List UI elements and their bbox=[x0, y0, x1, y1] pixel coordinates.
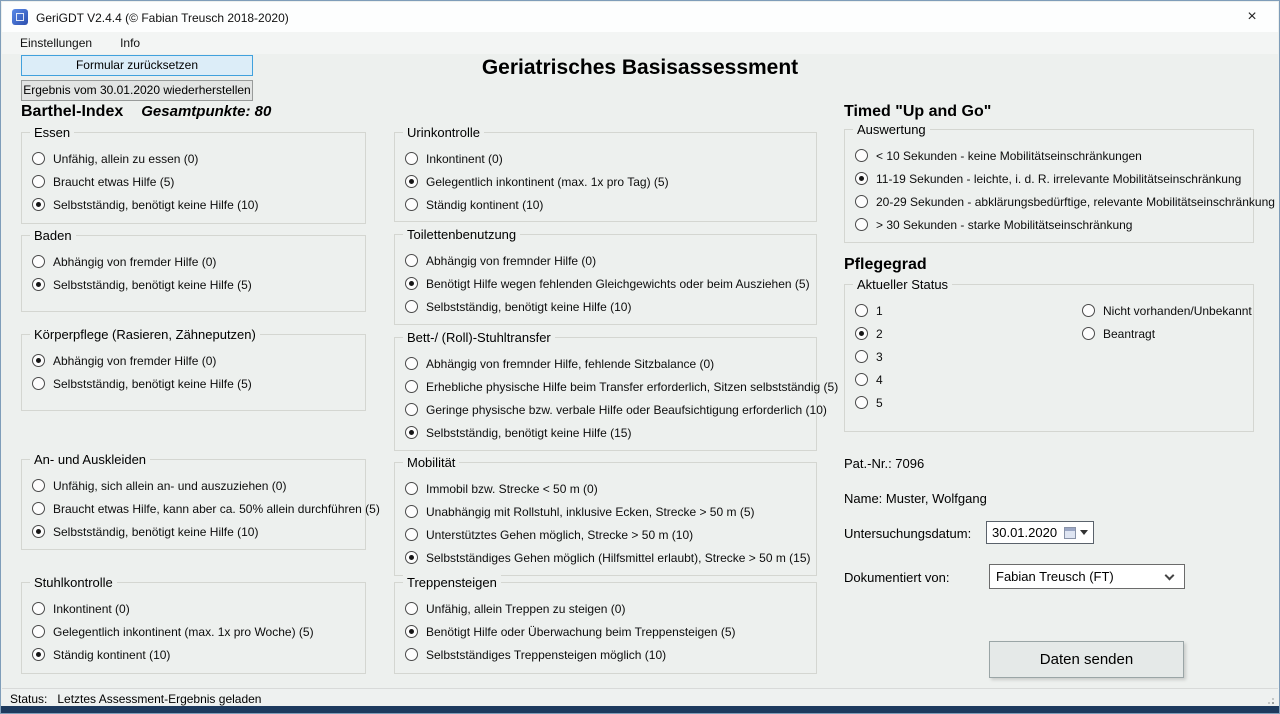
status-value: Letztes Assessment-Ergebnis geladen bbox=[57, 691, 262, 706]
radio-icon[interactable] bbox=[405, 482, 418, 495]
radio-icon[interactable] bbox=[1082, 327, 1095, 340]
radio-label: Selbstständig, benötigt keine Hilfe (10) bbox=[53, 524, 259, 539]
radio-label: 4 bbox=[876, 372, 883, 387]
menu-bar bbox=[2, 32, 1278, 54]
radio-option[interactable] bbox=[32, 349, 361, 372]
radio-option[interactable] bbox=[32, 474, 361, 497]
group-toilettenbenutzung bbox=[394, 227, 817, 325]
radio-label: Selbstständig, benötigt keine Hilfe (5) bbox=[53, 376, 252, 391]
radio-icon[interactable] bbox=[32, 479, 45, 492]
radio-selected-icon[interactable] bbox=[405, 426, 418, 439]
radio-option[interactable] bbox=[32, 620, 361, 643]
group-urinkontrolle bbox=[394, 125, 817, 222]
status-bar bbox=[2, 688, 1278, 708]
menu-item-einstellungen[interactable]: Einstellungen bbox=[20, 36, 93, 50]
group-tug-auswertung bbox=[844, 122, 1275, 243]
radio-label: 11-19 Sekunden - leichte, i. d. R. irrelevante Mobilitätseinschränkung bbox=[876, 171, 1242, 186]
radio-option[interactable] bbox=[855, 368, 883, 391]
radio-icon[interactable] bbox=[405, 528, 418, 541]
radio-label: Immobil bzw. Strecke < 50 m (0) bbox=[426, 481, 598, 496]
radio-label: Selbstständig, benötigt keine Hilfe (10) bbox=[53, 197, 259, 212]
title-bar bbox=[2, 2, 1278, 32]
radio-label: Abhängig von fremder Hilfe (0) bbox=[53, 353, 217, 368]
group-pflegegrad-status bbox=[844, 277, 1254, 432]
radio-option[interactable] bbox=[32, 193, 361, 216]
group-mobilitaet bbox=[394, 455, 817, 576]
barthel-index-title: Barthel-Index bbox=[21, 103, 124, 120]
radio-label: Ständig kontinent (10) bbox=[53, 647, 171, 662]
radio-option[interactable] bbox=[405, 295, 812, 318]
radio-label: Gelegentlich inkontinent (max. 1x pro Woche) (5) bbox=[53, 624, 314, 639]
radio-icon[interactable] bbox=[405, 380, 418, 393]
radio-option[interactable] bbox=[405, 523, 812, 546]
radio-label: 3 bbox=[876, 349, 883, 364]
barthel-index-heading bbox=[21, 103, 271, 121]
radio-label: Ständig kontinent (10) bbox=[426, 197, 544, 212]
radio-label: Erhebliche physische Hilfe beim Transfer erforderlich, Sitzen selbstständig (5) bbox=[426, 379, 839, 394]
radio-option[interactable] bbox=[405, 398, 827, 421]
radio-label: Selbstständiges Gehen möglich (Hilfsmittel erlaubt), Strecke > 50 m (15) bbox=[426, 550, 811, 565]
radio-option[interactable] bbox=[405, 352, 812, 375]
radio-selected-icon[interactable] bbox=[405, 551, 418, 564]
radio-label: Selbstständig, benötigt keine Hilfe (5) bbox=[53, 277, 252, 292]
radio-icon[interactable] bbox=[855, 304, 868, 317]
radio-icon[interactable] bbox=[32, 602, 45, 615]
radio-label: Inkontinent (0) bbox=[426, 151, 503, 166]
radio-selected-icon[interactable] bbox=[405, 277, 418, 290]
radio-icon[interactable] bbox=[32, 255, 45, 268]
restore-result-button[interactable]: Ergebnis vom 30.01.2020 wiederherstellen bbox=[21, 80, 253, 101]
group-caption: Treppensteigen bbox=[403, 575, 501, 590]
documented-by-label: Dokumentiert von: bbox=[844, 570, 950, 585]
close-icon[interactable]: × bbox=[1247, 8, 1257, 25]
group-caption: Körperpflege (Rasieren, Zähneputzen) bbox=[30, 327, 260, 342]
menu-item-info[interactable]: Info bbox=[120, 36, 141, 50]
group-caption: Bett-/ (Roll)-Stuhltransfer bbox=[403, 330, 555, 345]
radio-option[interactable] bbox=[405, 500, 812, 523]
patient-number: Pat.-Nr.: 7096 bbox=[844, 456, 925, 471]
page-title: Geriatrisches Basisassessment bbox=[481, 56, 799, 79]
radio-selected-icon[interactable] bbox=[405, 625, 418, 638]
radio-option[interactable] bbox=[1082, 299, 1252, 322]
radio-option[interactable] bbox=[32, 170, 361, 193]
radio-icon[interactable] bbox=[855, 396, 868, 409]
group-caption: Toilettenbenutzung bbox=[403, 227, 520, 242]
radio-label: > 30 Sekunden - starke Mobilitätseinschränkung bbox=[876, 217, 1133, 232]
radio-icon[interactable] bbox=[405, 300, 418, 313]
radio-icon[interactable] bbox=[405, 602, 418, 615]
radio-selected-icon[interactable] bbox=[405, 175, 418, 188]
radio-label: < 10 Sekunden - keine Mobilitätseinschränkungen bbox=[876, 148, 1142, 163]
radio-label: 20-29 Sekunden - abklärungsbedürftige, relevante Mobilitätseinschränkung bbox=[876, 194, 1275, 209]
group-caption: Essen bbox=[30, 125, 74, 140]
radio-icon[interactable] bbox=[855, 373, 868, 386]
exam-date-label: Untersuchungsdatum: bbox=[844, 526, 972, 541]
barthel-total-points: Gesamtpunkte: 80 bbox=[141, 103, 272, 120]
radio-icon[interactable] bbox=[32, 377, 45, 390]
radio-icon[interactable] bbox=[405, 152, 418, 165]
radio-label: 5 bbox=[876, 395, 883, 410]
documented-by-value: Fabian Treusch (FT) bbox=[996, 569, 1114, 584]
radio-icon[interactable] bbox=[855, 149, 868, 162]
group-stuhltransfer bbox=[394, 330, 839, 451]
radio-option[interactable] bbox=[405, 643, 812, 666]
radio-icon[interactable] bbox=[405, 357, 418, 370]
radio-icon[interactable] bbox=[855, 350, 868, 363]
radio-option[interactable] bbox=[855, 322, 883, 345]
radio-label: Selbstständiges Treppensteigen möglich (10) bbox=[426, 647, 667, 662]
radio-icon[interactable] bbox=[1082, 304, 1095, 317]
radio-icon[interactable] bbox=[32, 625, 45, 638]
radio-option[interactable] bbox=[855, 345, 883, 368]
radio-option[interactable] bbox=[32, 520, 361, 543]
radio-option[interactable] bbox=[32, 250, 361, 273]
radio-selected-icon[interactable] bbox=[32, 278, 45, 291]
radio-icon[interactable] bbox=[32, 502, 45, 515]
group-caption: Mobilität bbox=[403, 455, 459, 470]
group-baden bbox=[21, 228, 366, 312]
radio-label: Unabhängig mit Rollstuhl, inklusive Ecken, Strecke > 50 m (5) bbox=[426, 504, 755, 519]
radio-label: Unfähig, allein Treppen zu steigen (0) bbox=[426, 601, 626, 616]
radio-label: Selbstständig, benötigt keine Hilfe (15) bbox=[426, 425, 632, 440]
radio-label: Unfähig, allein zu essen (0) bbox=[53, 151, 199, 166]
group-caption: Urinkontrolle bbox=[403, 125, 484, 140]
radio-option[interactable] bbox=[855, 190, 1275, 213]
radio-option[interactable] bbox=[405, 546, 812, 569]
radio-option[interactable] bbox=[1082, 322, 1252, 345]
radio-icon[interactable] bbox=[405, 198, 418, 211]
radio-option[interactable] bbox=[405, 272, 812, 295]
radio-label: Benötigt Hilfe wegen fehlenden Gleichgewichts oder beim Ausziehen (5) bbox=[426, 276, 810, 291]
radio-option[interactable] bbox=[405, 249, 812, 272]
chevron-down-icon[interactable] bbox=[1165, 570, 1175, 580]
status-label: Status: bbox=[10, 691, 48, 706]
radio-icon[interactable] bbox=[32, 152, 45, 165]
radio-option[interactable] bbox=[855, 299, 883, 322]
radio-selected-icon[interactable] bbox=[32, 198, 45, 211]
radio-label: Abhängig von fremnder Hilfe, fehlende Sitzbalance (0) bbox=[426, 356, 715, 371]
group-caption: Baden bbox=[30, 228, 76, 243]
documented-by-select[interactable] bbox=[989, 564, 1185, 589]
send-data-button[interactable]: Daten senden bbox=[989, 641, 1184, 678]
reset-form-button[interactable]: Formular zurücksetzen bbox=[21, 55, 253, 76]
radio-option[interactable] bbox=[405, 597, 812, 620]
radio-icon[interactable] bbox=[405, 403, 418, 416]
radio-label: Beantragt bbox=[1103, 326, 1156, 341]
radio-icon[interactable] bbox=[855, 218, 868, 231]
group-caption: Stuhlkontrolle bbox=[30, 575, 117, 590]
window-bottom-edge bbox=[1, 706, 1279, 713]
radio-option[interactable] bbox=[855, 213, 1249, 236]
patient-name: Name: Muster, Wolfgang bbox=[844, 491, 987, 506]
radio-option[interactable] bbox=[405, 477, 812, 500]
radio-option[interactable] bbox=[405, 375, 839, 398]
radio-selected-icon[interactable] bbox=[32, 354, 45, 367]
timed-up-and-go-heading: Timed "Up and Go" bbox=[844, 103, 992, 120]
radio-label: Abhängig von fremnder Hilfe (0) bbox=[426, 253, 597, 268]
radio-label: Unfähig, sich allein an- und auszuziehen (0) bbox=[53, 478, 287, 493]
group-koerperpflege bbox=[21, 327, 366, 411]
radio-option[interactable] bbox=[405, 620, 812, 643]
radio-label: Selbstständig, benötigt keine Hilfe (10) bbox=[426, 299, 632, 314]
radio-option[interactable] bbox=[32, 643, 361, 666]
radio-option[interactable] bbox=[405, 147, 812, 170]
calendar-icon bbox=[1064, 527, 1076, 539]
radio-option[interactable] bbox=[855, 167, 1249, 190]
radio-option[interactable] bbox=[32, 497, 380, 520]
radio-label: Nicht vorhanden/Unbekannt bbox=[1103, 303, 1252, 318]
pflegegrad-heading: Pflegegrad bbox=[844, 256, 927, 273]
radio-icon[interactable] bbox=[405, 254, 418, 267]
radio-option[interactable] bbox=[405, 421, 812, 444]
window-title: GeriGDT V2.4.4 (© Fabian Treusch 2018-2020) bbox=[36, 11, 289, 25]
dropdown-arrow-icon[interactable] bbox=[1080, 530, 1088, 535]
radio-icon[interactable] bbox=[855, 195, 868, 208]
radio-label: Benötigt Hilfe oder Überwachung beim Treppensteigen (5) bbox=[426, 624, 736, 639]
exam-date-value: 30.01.2020 bbox=[992, 525, 1058, 540]
radio-label: Inkontinent (0) bbox=[53, 601, 130, 616]
group-essen bbox=[21, 125, 366, 224]
group-caption: Aktueller Status bbox=[853, 277, 952, 292]
radio-label: Braucht etwas Hilfe (5) bbox=[53, 174, 175, 189]
group-treppensteigen bbox=[394, 575, 817, 674]
radio-option[interactable] bbox=[855, 144, 1249, 167]
radio-label: Unterstütztes Gehen möglich, Strecke > 50 m (10) bbox=[426, 527, 694, 542]
radio-label: Gelegentlich inkontinent (max. 1x pro Tag) (5) bbox=[426, 174, 669, 189]
radio-selected-icon[interactable] bbox=[32, 648, 45, 661]
radio-icon[interactable] bbox=[32, 175, 45, 188]
radio-option[interactable] bbox=[32, 273, 361, 296]
radio-selected-icon[interactable] bbox=[855, 172, 868, 185]
radio-option[interactable] bbox=[405, 193, 812, 216]
radio-option[interactable] bbox=[855, 391, 883, 414]
radio-icon[interactable] bbox=[405, 648, 418, 661]
radio-selected-icon[interactable] bbox=[32, 525, 45, 538]
group-caption: Auswertung bbox=[853, 122, 930, 137]
radio-label: Geringe physische bzw. verbale Hilfe oder Beaufsichtigung erforderlich (10) bbox=[426, 402, 827, 417]
app-icon bbox=[12, 9, 28, 25]
radio-option[interactable] bbox=[32, 372, 361, 395]
radio-option[interactable] bbox=[405, 170, 812, 193]
radio-label: Abhängig von fremder Hilfe (0) bbox=[53, 254, 217, 269]
group-caption: An- und Auskleiden bbox=[30, 452, 150, 467]
radio-selected-icon[interactable] bbox=[855, 327, 868, 340]
radio-label: 1 bbox=[876, 303, 883, 318]
group-stuhlkontrolle bbox=[21, 575, 366, 674]
radio-option[interactable] bbox=[32, 597, 361, 620]
group-an-und-auskleiden bbox=[21, 452, 380, 550]
radio-label: Braucht etwas Hilfe, kann aber ca. 50% allein durchführen (5) bbox=[53, 501, 380, 516]
radio-icon[interactable] bbox=[405, 505, 418, 518]
radio-option[interactable] bbox=[32, 147, 361, 170]
radio-label: 2 bbox=[876, 326, 883, 341]
exam-date-picker[interactable] bbox=[986, 521, 1094, 544]
